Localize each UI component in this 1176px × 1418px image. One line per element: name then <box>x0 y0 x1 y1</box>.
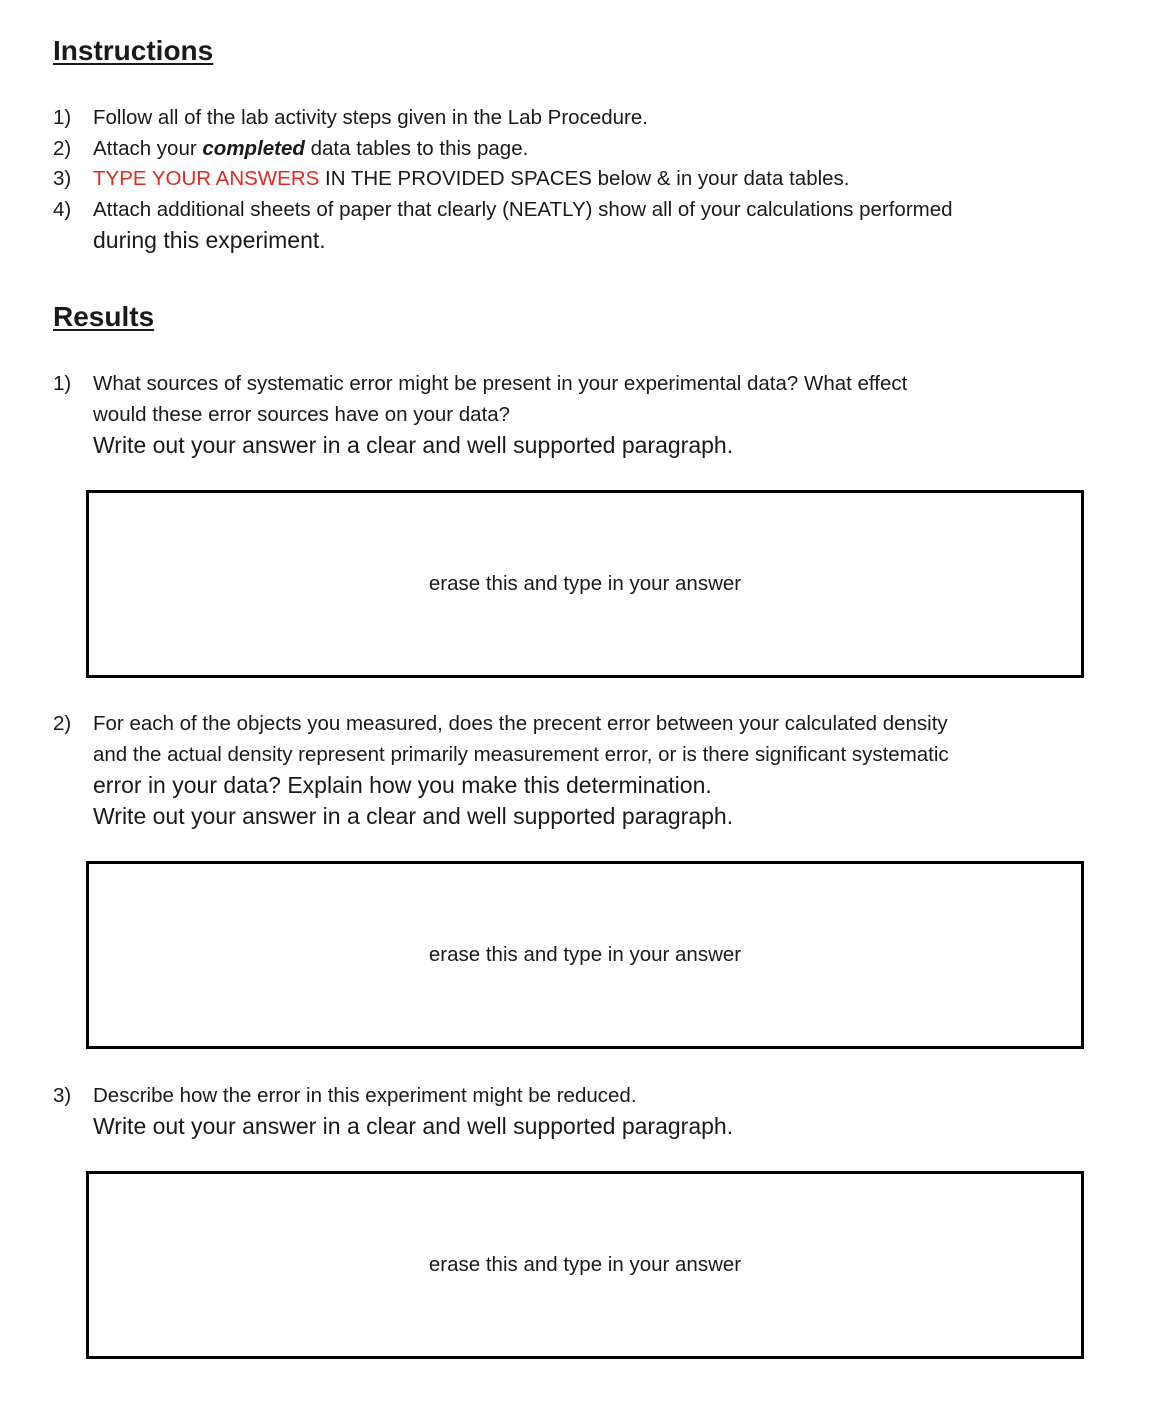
instruction-item-3 <box>53 163 1076 194</box>
question-2 <box>53 708 1076 832</box>
instruction-text <box>93 133 1076 164</box>
answer-box-3[interactable] <box>86 1171 1084 1359</box>
list-number: 1) <box>53 372 72 395</box>
list-number: 3) <box>53 1084 72 1107</box>
instruction-text-after: data tables to this page. <box>304 137 529 160</box>
list-number: 2) <box>53 712 72 735</box>
answer-box-2[interactable] <box>86 861 1084 1049</box>
question-1 <box>53 368 1076 461</box>
instruction-text <box>93 163 1076 194</box>
instruction-highlight: TYPE YOUR ANSWERS <box>93 167 320 190</box>
instructions-heading: Instructions <box>53 35 214 66</box>
instruction-text-line-2: during this experiment. <box>93 227 326 253</box>
question-3 <box>53 1080 1076 1142</box>
question-instruction: Write out your answer in a clear and well supported paragraph. <box>93 432 734 458</box>
instruction-emphasis: completed <box>202 137 305 160</box>
answer-placeholder[interactable]: erase this and type in your answer <box>428 1253 742 1276</box>
instruction-item-1 <box>53 102 1076 133</box>
question-text-line-3: error in your data? Explain how you make this determination. <box>93 772 712 798</box>
list-number: 3) <box>53 167 72 190</box>
results-heading: Results <box>53 301 155 332</box>
instruction-item-2 <box>53 133 1076 164</box>
answer-box-1[interactable] <box>86 490 1084 678</box>
list-number: 4) <box>53 198 72 221</box>
instruction-text: Follow all of the lab activity steps given in the Lab Procedure. <box>93 106 648 129</box>
list-number: 1) <box>53 106 72 129</box>
question-text-line-2: and the actual density represent primarily measurement error, or is there significant systematic <box>93 743 949 766</box>
question-text-line-1: Describe how the error in this experiment might be reduced. <box>93 1084 637 1107</box>
instruction-item-4 <box>53 194 1076 256</box>
question-text-line-2: would these error sources have on your data? <box>93 403 511 426</box>
question-text-line-1: What sources of systematic error might be present in your experimental data? What effect <box>93 372 908 395</box>
instruction-text-before: Attach your <box>93 137 203 160</box>
answer-placeholder[interactable]: erase this and type in your answer <box>428 943 742 966</box>
answer-placeholder[interactable]: erase this and type in your answer <box>428 572 742 595</box>
list-number: 2) <box>53 137 72 160</box>
instruction-text-rest: IN THE PROVIDED SPACES below & in your data tables. <box>319 167 850 190</box>
question-instruction: Write out your answer in a clear and well supported paragraph. <box>93 803 734 829</box>
question-instruction: Write out your answer in a clear and well supported paragraph. <box>93 1113 734 1139</box>
instruction-text-line-1: Attach additional sheets of paper that clearly (NEATLY) show all of your calculations performed <box>93 198 953 221</box>
question-text-line-1: For each of the objects you measured, does the precent error between your calculated density <box>93 712 948 735</box>
